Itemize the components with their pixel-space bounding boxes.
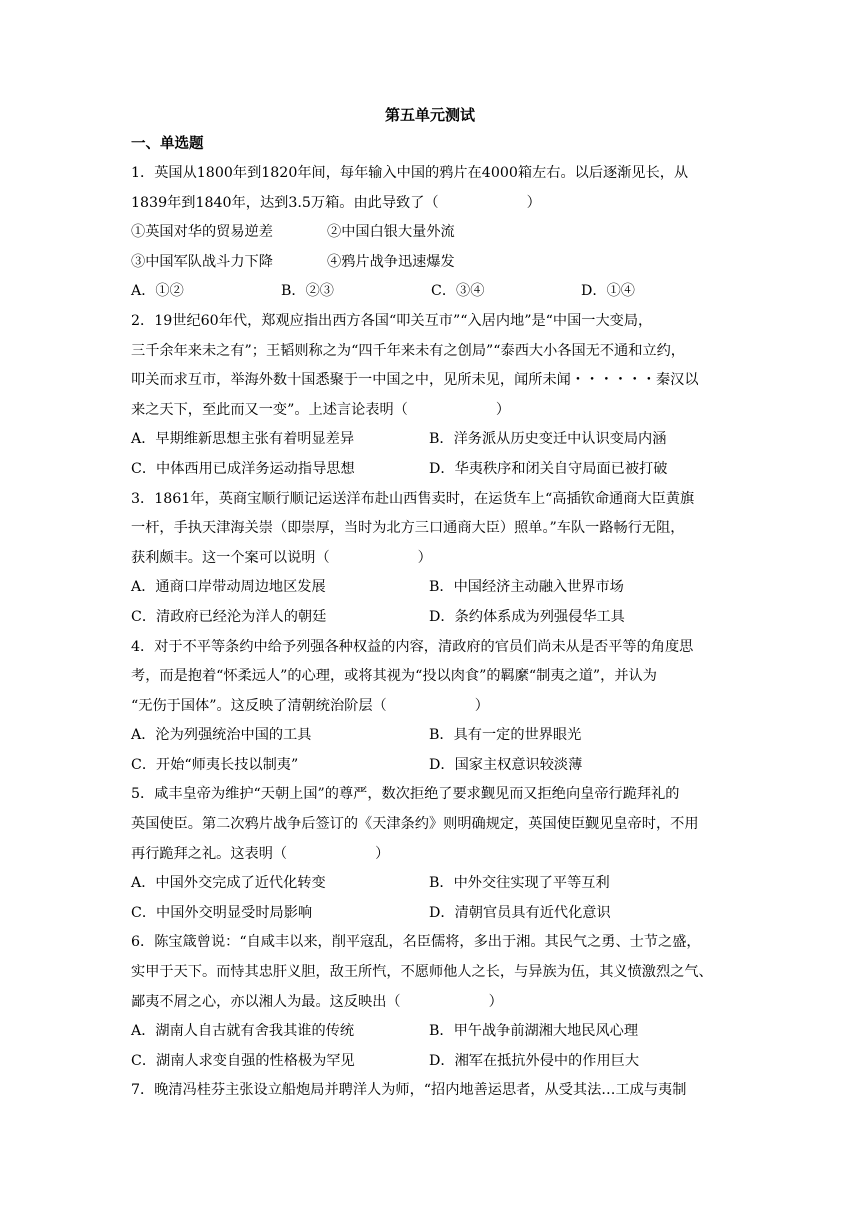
statement-2: ②中国白银大量外流 [327, 224, 455, 241]
question-5-line-2: 英国使臣。第二次鸦片战争后签订的《天津条约》则明确规定，英国使臣觐见皇帝时，不用 [131, 816, 699, 833]
statement-1: ①英国对华的贸易逆差 [131, 224, 273, 241]
question-2-stem-end: 来之天下，至此而又一变”。上述言论表明（ [131, 401, 408, 418]
option-c: C．③④ [431, 283, 485, 300]
question-3-close-paren: ） [417, 549, 432, 566]
question-3-stem-end: 获利颇丰。这一个案可以说明（ [131, 549, 330, 566]
question-7-line-1: 7．晚清冯桂芬主张设立船炮局并聘洋人为师，“招内地善运思者，从受其法…工成与夷制 [131, 1082, 687, 1099]
option-d: D．国家主权意识较淡薄 [429, 756, 583, 773]
section-heading: 一、单选题 [131, 135, 204, 152]
option-a: A．通商口岸带动周边地区发展 [131, 579, 326, 596]
option-c: C．清政府已经沦为洋人的朝廷 [131, 608, 327, 625]
option-b: B．具有一定的世界眼光 [429, 727, 582, 744]
question-list [131, 159, 731, 1106]
question-1-line-1: 1．英国从1800年到1820年间，每年输入中国的鸦片在4000箱左右。以后逐渐见长，从 [131, 165, 689, 181]
option-d: D．条约体系成为列强侵华工具 [429, 608, 625, 625]
question-4-stem-end: “无伤于国体”。这反映了清朝统治阶层（ [131, 697, 387, 714]
question-2 [131, 307, 731, 485]
question-2-options-row-1 [131, 425, 731, 455]
question-6-line-3 [131, 988, 731, 1018]
option-a: A．①② [131, 283, 184, 300]
question-5-line-1: 5．咸丰皇帝为维护“天朝上国”的尊严，数次拒绝了要求觐见而又拒绝向皇帝行跪拜礼的 [131, 786, 680, 803]
option-c: C．开始“师夷长技以制夷” [131, 756, 299, 773]
option-a: A．中国外交完成了近代化转变 [131, 875, 326, 892]
question-1-statements-row-1 [131, 218, 731, 248]
statement-4: ④鸦片战争迅速爆发 [327, 253, 455, 270]
question-1-stem-end: 1839年到1840年，达到3.5万箱。由此导致了（ [131, 194, 439, 211]
question-1-statements-row-2 [131, 248, 731, 278]
question-1 [131, 159, 731, 307]
option-d: D．华夷秩序和闭关自守局面已被打破 [429, 460, 668, 477]
question-6-options-row-1 [131, 1017, 731, 1047]
option-a: A．早期维新思想主张有着明显差异 [131, 431, 355, 448]
question-2-options-row-2 [131, 455, 731, 485]
question-3-line-2: 一杆，手执天津海关崇（即崇厚，当时为北方三口通商大臣）照单。”车队一路畅行无阻， [131, 520, 685, 537]
question-6 [131, 928, 731, 1076]
question-2-line-4 [131, 396, 731, 426]
option-c: C．中体西用已成洋务运动指导思想 [131, 460, 355, 477]
question-3-line-1: 3．1861年，英商宝顺行顺记运送洋布赴山西售卖时，在运货车上“高插钦命通商大臣黄旗 [131, 490, 695, 507]
question-1-close-paren: ） [526, 194, 541, 211]
question-6-close-paren: ） [488, 993, 503, 1010]
option-b: B．洋务派从历史变迁中认识变局内涵 [429, 431, 667, 448]
question-5-line-3 [131, 840, 731, 870]
question-5-options-row-1 [131, 869, 731, 899]
statement-3: ③中国军队战斗力下降 [131, 253, 273, 270]
question-4-options-row-2 [131, 751, 731, 781]
option-b: B．中国经济主动融入世界市场 [429, 579, 624, 596]
question-5 [131, 780, 731, 928]
question-4-line-3 [131, 692, 731, 722]
option-d: D．清朝官员具有近代化意识 [429, 904, 611, 921]
question-4-options-row-1 [131, 721, 731, 751]
question-6-line-2: 实甲于天下。而恃其忠肝义胆，敌王所忾，不愿师他人之长，与异族为伍，其义愤激烈之气、 [131, 964, 713, 981]
question-1-options [131, 277, 731, 307]
question-2-close-paren: ） [495, 401, 511, 418]
question-2-line-2: 三千余年来未之有”；王韬则称之为“四千年来未有之创局”“泰西大小各国无不通和立约， [131, 342, 685, 359]
option-b: B．②③ [281, 283, 334, 300]
option-c: C．中国外交明显受时局影响 [131, 904, 313, 921]
option-a: A．湖南人自古就有舍我其谁的传统 [131, 1023, 355, 1040]
question-4 [131, 633, 731, 781]
option-b: B．甲午战争前湖湘大地民风心理 [429, 1023, 639, 1040]
question-4-line-1: 4．对于不平等条约中给予列强各种权益的内容，清政府的官员们尚未从是否平等的角度思 [131, 638, 694, 655]
option-c: C．湖南人求变自强的性格极为罕见 [131, 1052, 355, 1069]
question-4-line-2: 考，而是抱着“怀柔远人”的心理，或将其视为“投以肉食”的羁縻“制夷之道”，并认为 [131, 668, 657, 685]
question-3 [131, 485, 731, 633]
question-6-stem-end: 鄙夷不屑之心，亦以湘人为最。这反映出（ [131, 993, 401, 1010]
page-title: 第五单元测试 [384, 106, 475, 124]
question-7 [131, 1076, 731, 1106]
option-a: A．沦为列强统治中国的工具 [131, 727, 312, 744]
question-3-line-3 [131, 544, 731, 574]
question-5-options-row-2 [131, 899, 731, 929]
question-1-line-2 [131, 189, 731, 219]
option-b: B．中外交往实现了平等互利 [429, 875, 610, 892]
question-4-close-paren: ） [474, 697, 489, 714]
question-2-line-1: 2．19世纪60年代，郑观应指出西方各国“叩关互市”“入居内地”是“中国一大变局， [131, 312, 653, 329]
question-5-close-paren: ） [375, 845, 390, 862]
question-5-stem-end: 再行跪拜之礼。这表明（ [131, 845, 288, 862]
option-d: D．①④ [581, 283, 635, 300]
question-3-options-row-1 [131, 573, 731, 603]
question-2-line-3: 叩关而求互市，举海外数十国悉聚于一中国之中，见所未见，闻所未闻・・・・・・秦汉以 [131, 372, 699, 389]
option-d: D．湘军在抵抗外侵中的作用巨大 [429, 1052, 640, 1069]
question-3-options-row-2 [131, 603, 731, 633]
question-6-line-1: 6．陈宝箴曾说：“自咸丰以来，削平寇乱，名臣儒将，多出于湘。其民气之勇、士节之盛， [131, 934, 701, 951]
question-6-options-row-2 [131, 1047, 731, 1077]
